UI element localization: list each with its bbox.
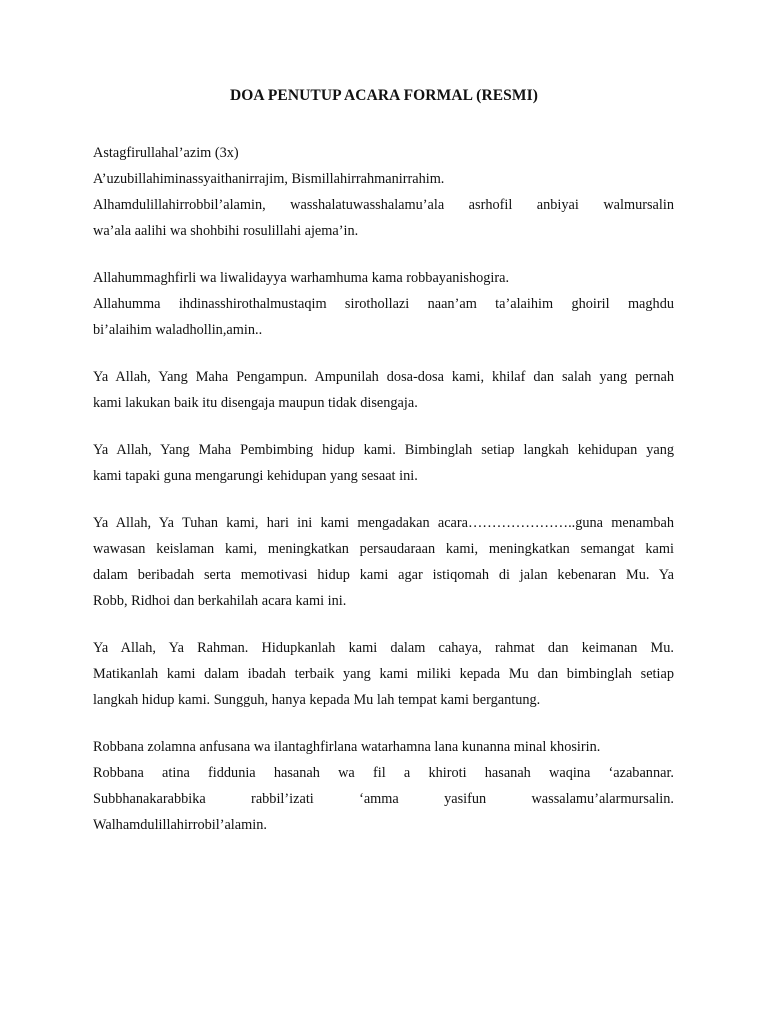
paragraph-line: kami tapaki guna mengarungi kehidupan yang sesaat ini.: [93, 468, 418, 484]
paragraph-line: Robb, Ridhoi dan berkahilah acara kami ini.: [93, 593, 347, 609]
paragraph-line: langkah hidup kami. Sungguh, hanya kepada Mu lah tempat kami bergantung.: [93, 692, 541, 708]
paragraph-line: kami lakukan baik itu disengaja maupun tidak disengaja.: [93, 395, 418, 411]
document-title: DOA PENUTUP ACARA FORMAL (RESMI): [229, 87, 539, 104]
paragraph: [93, 734, 674, 838]
paragraph-line: wa’ala aalihi wa shohbihi rosulillahi ajema’in.: [93, 223, 359, 239]
paragraph-line: Robbana zolamna anfusana wa ilantaghfirlana watarhamna lana kunanna minal khosirin.: [93, 739, 601, 755]
paragraph-line: Robbana atina fiddunia hasanah wa fil a khiroti hasanah waqina ‘azabannar.: [93, 765, 674, 781]
paragraph-line: Allahumma ihdinasshirothalmustaqim sirothollazi naan’am ta’alaihim ghoiril maghdu: [93, 296, 674, 312]
paragraph-line: Walhamdulillahirrobil’alamin.: [93, 817, 267, 833]
paragraph-line: bi’alaihim waladhollin,amin..: [93, 322, 263, 338]
paragraph: [93, 635, 674, 713]
paragraph: [93, 364, 674, 416]
paragraph-line: Allahummaghfirli wa liwalidayya warhamhuma kama robbayanishogira.: [93, 270, 510, 286]
paragraph-line: Ya Allah, Ya Rahman. Hidupkanlah kami dalam cahaya, rahmat dan keimanan Mu.: [93, 640, 674, 656]
paragraph: [93, 140, 674, 244]
paragraph: [93, 437, 674, 489]
paragraph-line: wawasan keislaman kami, meningkatkan persaudaraan kami, meningkatkan semangat kami: [93, 541, 674, 557]
paragraph-line: A’uzubillahiminassyaithanirrajim, Bismillahirrahmanirrahim.: [93, 171, 445, 187]
document-body: [93, 140, 674, 859]
paragraph-line: Ya Allah, Yang Maha Pengampun. Ampunilah dosa-dosa kami, khilaf dan salah yang pernah: [93, 369, 674, 385]
paragraph: [93, 510, 674, 614]
paragraph-line: Alhamdulillahirrobbil’alamin, wasshalatuwasshalamu’ala asrhofil anbiyai walmursalin: [93, 197, 674, 213]
paragraph: [93, 265, 674, 343]
paragraph-line: Astagfirullahal’azim (3x): [93, 145, 239, 161]
paragraph-line: dalam beribadah serta memotivasi hidup kami agar istiqomah di jalan kebenaran Mu. Ya: [93, 567, 674, 583]
paragraph-line: Subbhanakarabbika rabbil’izati ‘amma yasifun wassalamu’alarmursalin.: [93, 791, 674, 807]
paragraph-line: Ya Allah, Ya Tuhan kami, hari ini kami mengadakan acara…………………..guna menambah: [93, 515, 674, 531]
paragraph-line: Matikanlah kami dalam ibadah terbaik yang kami miliki kepada Mu dan bimbinglah setiap: [93, 666, 674, 682]
paragraph-line: Ya Allah, Yang Maha Pembimbing hidup kami. Bimbinglah setiap langkah kehidupan yang: [93, 442, 674, 458]
